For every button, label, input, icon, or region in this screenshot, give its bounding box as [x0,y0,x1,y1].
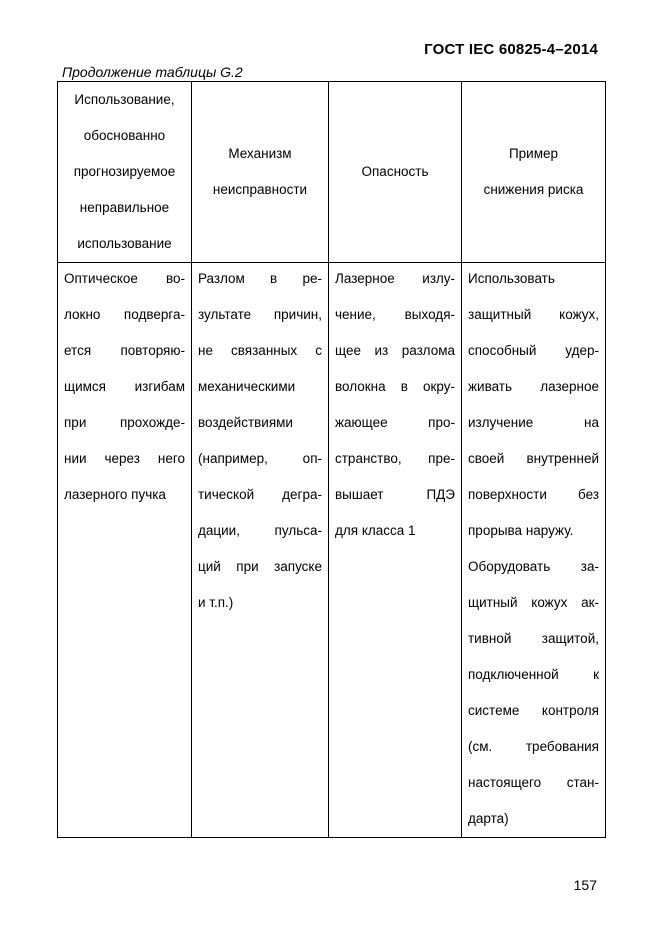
cell-line: настоящего стан- [468,775,599,790]
cell-line: волокна в окру- [335,379,455,394]
header-mechanism-line: неисправности [212,182,308,197]
cell-line: Оптическое во- [64,271,185,286]
table-header-row [58,82,606,263]
cell-line: ций при запуске [198,559,322,574]
hazard-table [57,81,606,838]
header-mechanism-line: Механизм [228,146,292,161]
header-hazard-line: Опасность [361,164,429,179]
header-use-line: прогнозируемое [73,164,176,179]
cell-line: (например, оп- [198,451,322,466]
cell-line: щимся изгибам [64,379,185,394]
table-row [58,263,606,838]
cell-line: прорыва наружу. [468,523,574,538]
cell-line: Лазерное излу- [335,271,455,286]
cell-line: способный удер- [468,343,599,358]
cell-line: Использовать [468,271,555,286]
header-use-line: обоснованно [83,128,166,143]
cell-line: Разлом в ре- [198,271,322,286]
cell-hazard [329,263,462,838]
cell-line: тической дегра- [198,487,322,502]
cell-line: и т.п.) [198,595,234,610]
header-mitigation-line: снижения риска [483,182,584,197]
cell-line: локно подверга- [64,307,185,322]
cell-line: дации, пульса- [198,523,322,538]
cell-line: щее из разлома [335,343,455,358]
cell-line: своей внутренней [468,451,599,466]
header-mechanism [192,82,329,263]
header-hazard [329,82,462,263]
page-number: 157 [573,877,597,893]
cell-line: защитный кожух, [468,307,599,322]
cell-mitigation [462,263,606,838]
cell-line: при прохожде- [64,415,185,430]
header-use-line: неправильное [79,200,170,215]
cell-line: живать лазерное [468,379,599,394]
cell-line: излучение на [468,415,599,430]
cell-line: жающее про- [335,415,455,430]
cell-line: ется повторяю- [64,343,185,358]
header-use-line: Использование, [74,92,175,107]
cell-mechanism [192,263,329,838]
cell-line: не связанных с [198,343,322,358]
cell-line: вышает ПДЭ [335,487,455,502]
document-standard-code: ГОСТ IEC 60825-4–2014 [424,41,598,58]
cell-line: щитный кожух ак- [468,595,599,610]
header-use [58,82,192,263]
header-mitigation [462,82,606,263]
cell-line: дарта) [468,811,509,826]
cell-line: странство, пре- [335,451,455,466]
cell-line: подключенной к [468,667,599,682]
cell-use [58,263,192,838]
cell-line: нии через него [64,451,185,466]
cell-line: воздействиями [198,415,293,430]
cell-line: (см. требования [468,739,599,754]
cell-line: зультате причин, [198,307,322,322]
cell-line: системе контроля [468,703,599,718]
cell-line: для класса 1 [335,523,416,538]
cell-line: тивной защитой, [468,631,599,646]
cell-line: механическими [198,379,296,394]
cell-line: чение, выходя- [335,307,455,322]
table-caption: Продолжение таблицы G.2 [62,64,243,80]
header-mitigation-line: Пример [508,146,559,161]
cell-line: поверхности без [468,487,599,502]
cell-line: лазерного пучка [64,487,166,502]
header-use-line: использование [77,236,172,251]
cell-line: Оборудовать за- [468,559,599,574]
